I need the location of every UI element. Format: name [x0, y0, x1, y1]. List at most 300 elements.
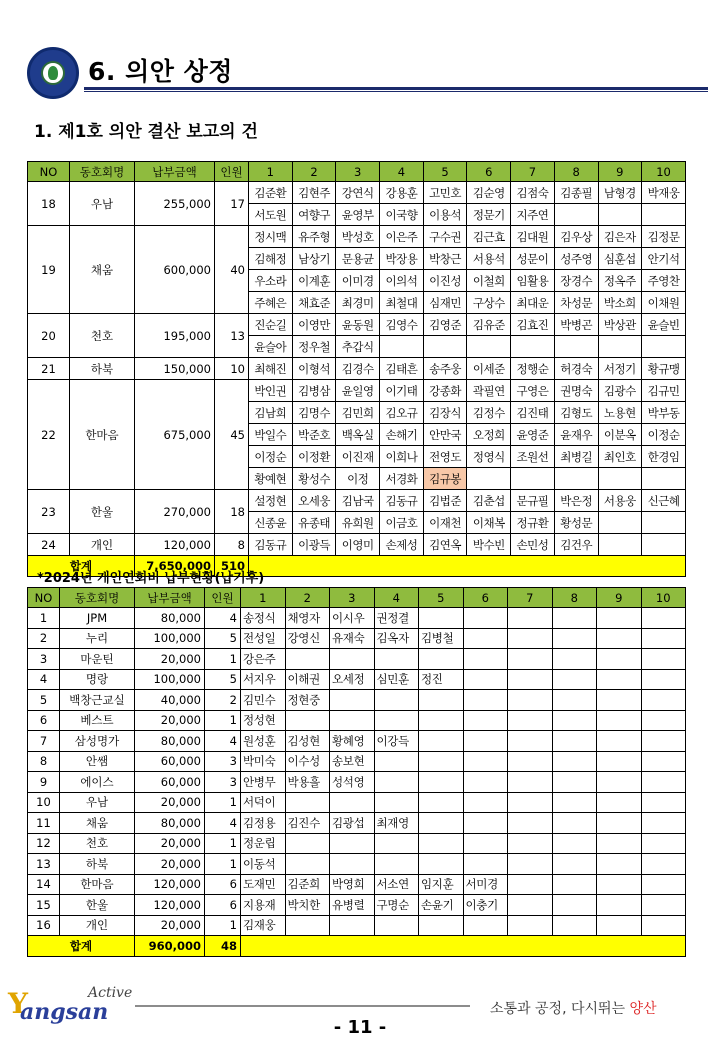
member-name — [285, 833, 330, 854]
member-name: 김준희 — [285, 874, 330, 895]
column-header: 5 — [419, 588, 464, 608]
member-name: 김준환 — [249, 182, 293, 204]
member-name — [641, 628, 686, 649]
member-name: 최대운 — [511, 292, 555, 314]
member-name: 유주형 — [292, 226, 336, 248]
member-name — [374, 649, 419, 670]
club-count: 1 — [205, 710, 241, 731]
member-name: 정규환 — [511, 512, 555, 534]
member-name — [552, 710, 597, 731]
member-name: 유재숙 — [330, 628, 375, 649]
member-name: 김동규 — [380, 490, 424, 512]
member-name: 신근혜 — [642, 490, 686, 512]
club-count: 18 — [215, 490, 249, 534]
column-header: 2 — [285, 588, 330, 608]
member-name: 채영자 — [285, 608, 330, 629]
club-no: 18 — [28, 182, 70, 226]
member-name — [330, 833, 375, 854]
total-row — [28, 936, 686, 957]
member-name: 윤영준 — [511, 424, 555, 446]
member-name — [552, 895, 597, 916]
member-name — [597, 772, 642, 793]
member-name — [330, 854, 375, 875]
member-name: 김민희 — [336, 402, 380, 424]
member-name: 김점숙 — [511, 182, 555, 204]
column-header: 1 — [241, 588, 286, 608]
member-name: 김오규 — [380, 402, 424, 424]
member-name — [598, 468, 642, 490]
member-name: 장경수 — [554, 270, 598, 292]
club-amount: 20,000 — [135, 649, 205, 670]
table-row — [28, 751, 686, 772]
member-name — [419, 772, 464, 793]
club-amount: 60,000 — [135, 772, 205, 793]
member-name: 김명수 — [292, 402, 336, 424]
member-name: 서도원 — [249, 204, 293, 226]
member-name: 윤일영 — [336, 380, 380, 402]
column-header: NO — [28, 588, 60, 608]
member-name: 황예현 — [249, 468, 293, 490]
member-name: 김유준 — [467, 314, 511, 336]
member-name: 이미경 — [336, 270, 380, 292]
member-name — [463, 690, 508, 711]
member-name: 강연식 — [336, 182, 380, 204]
club-no: 5 — [28, 690, 60, 711]
member-name: 이영만 — [292, 314, 336, 336]
club-no: 9 — [28, 772, 60, 793]
member-name: 오정희 — [467, 424, 511, 446]
table-row — [28, 649, 686, 670]
club-club: 하북 — [70, 358, 135, 380]
club-count: 8 — [215, 534, 249, 556]
club-no: 19 — [28, 226, 70, 314]
member-name — [597, 813, 642, 834]
club-count: 45 — [215, 380, 249, 490]
member-name — [508, 813, 553, 834]
member-name: 구영은 — [511, 380, 555, 402]
column-header: 인원 — [205, 588, 241, 608]
club-amount: 80,000 — [135, 731, 205, 752]
member-name — [419, 915, 464, 936]
member-name: 박소희 — [598, 292, 642, 314]
member-name: 박성호 — [336, 226, 380, 248]
table-row — [28, 813, 686, 834]
member-name: 서용석 — [467, 248, 511, 270]
member-name — [508, 895, 553, 916]
member-name: 서덕이 — [241, 792, 286, 813]
member-name — [463, 792, 508, 813]
club-count: 4 — [205, 731, 241, 752]
table-row — [28, 895, 686, 916]
club-club: 한울 — [60, 895, 135, 916]
member-name — [508, 751, 553, 772]
member-name — [374, 915, 419, 936]
table-row — [28, 628, 686, 649]
section-subtitle: 1. 제1호 의안 결산 보고의 건 — [34, 122, 258, 142]
member-name — [330, 710, 375, 731]
column-header: 6 — [463, 588, 508, 608]
member-name: 성주영 — [554, 248, 598, 270]
member-name: 정영식 — [467, 446, 511, 468]
member-name: 곽필연 — [467, 380, 511, 402]
club-club: 채움 — [60, 813, 135, 834]
column-header: 납부금액 — [135, 162, 215, 182]
table-row — [28, 490, 686, 512]
member-name: 한경임 — [642, 446, 686, 468]
club-amount: 195,000 — [135, 314, 215, 358]
member-name — [508, 710, 553, 731]
member-name — [597, 649, 642, 670]
column-header: 3 — [336, 162, 380, 182]
club-amount: 100,000 — [135, 669, 205, 690]
member-name: 송정식 — [241, 608, 286, 629]
member-name: 서지우 — [241, 669, 286, 690]
column-header: 9 — [598, 162, 642, 182]
title-rule-thin — [84, 91, 708, 92]
club-club: 안쌤 — [60, 751, 135, 772]
member-name: 박부동 — [642, 402, 686, 424]
member-name: 김법준 — [423, 490, 467, 512]
column-header: 동호회명 — [70, 162, 135, 182]
member-name — [508, 731, 553, 752]
club-count: 1 — [205, 649, 241, 670]
member-name — [285, 710, 330, 731]
member-name: 정행순 — [511, 358, 555, 380]
member-name — [419, 608, 464, 629]
club-count: 10 — [215, 358, 249, 380]
member-name: 지주연 — [511, 204, 555, 226]
member-name — [642, 534, 686, 556]
member-name: 김효진 — [511, 314, 555, 336]
member-name: 이의석 — [380, 270, 424, 292]
table-row — [28, 874, 686, 895]
member-name: 이용석 — [423, 204, 467, 226]
club-club: 채움 — [70, 226, 135, 314]
member-name — [374, 690, 419, 711]
member-name: 박병곤 — [554, 314, 598, 336]
member-name: 구상수 — [467, 292, 511, 314]
member-name: 구명순 — [374, 895, 419, 916]
member-name — [330, 792, 375, 813]
club-amount: 270,000 — [135, 490, 215, 534]
club-club: 개인 — [70, 534, 135, 556]
member-name — [463, 915, 508, 936]
member-name: 이진성 — [423, 270, 467, 292]
member-name: 신종윤 — [249, 512, 293, 534]
club-count: 17 — [215, 182, 249, 226]
member-name: 추갑식 — [336, 336, 380, 358]
member-name: 박장용 — [380, 248, 424, 270]
header-row — [28, 162, 686, 182]
member-name — [330, 915, 375, 936]
club-no: 11 — [28, 813, 60, 834]
member-name — [508, 792, 553, 813]
member-name: 김남국 — [336, 490, 380, 512]
member-name — [554, 468, 598, 490]
member-name: 박재웅 — [642, 182, 686, 204]
member-name: 김형도 — [554, 402, 598, 424]
logo-active-word: Active — [88, 985, 133, 1001]
member-name: 박일수 — [249, 424, 293, 446]
association-logo — [27, 47, 79, 99]
member-name — [597, 731, 642, 752]
page-title: 6. 의안 상정 — [88, 57, 233, 86]
member-name: 김춘섭 — [467, 490, 511, 512]
member-name: 정시맥 — [249, 226, 293, 248]
member-name: 김병철 — [419, 628, 464, 649]
slogan-accent: 양산 — [629, 1001, 657, 1017]
member-name: 남상기 — [292, 248, 336, 270]
club-count: 4 — [205, 608, 241, 629]
club-no: 12 — [28, 833, 60, 854]
table-row — [28, 226, 686, 248]
table-row — [28, 690, 686, 711]
member-name: 김현주 — [292, 182, 336, 204]
total-label: 합계 — [28, 556, 135, 577]
member-name: 최철대 — [380, 292, 424, 314]
member-name — [641, 710, 686, 731]
member-name: 김건우 — [554, 534, 598, 556]
member-name: 최병길 — [554, 446, 598, 468]
club-club: 우남 — [60, 792, 135, 813]
member-name — [419, 751, 464, 772]
member-name: 전영도 — [423, 446, 467, 468]
member-name: 김정용 — [241, 813, 286, 834]
member-name: 서경화 — [380, 468, 424, 490]
member-name: 지용재 — [241, 895, 286, 916]
club-club: 명랑 — [60, 669, 135, 690]
club-amount: 255,000 — [135, 182, 215, 226]
member-name: 임지훈 — [419, 874, 464, 895]
member-name: 도재민 — [241, 874, 286, 895]
member-name: 윤슬아 — [249, 336, 293, 358]
member-name: 박준호 — [292, 424, 336, 446]
club-amount: 20,000 — [135, 792, 205, 813]
club-club: 한울 — [70, 490, 135, 534]
member-name — [419, 710, 464, 731]
member-name: 심훈섭 — [598, 248, 642, 270]
club-club: 삼성명가 — [60, 731, 135, 752]
club-no: 16 — [28, 915, 60, 936]
member-name: 안만국 — [423, 424, 467, 446]
member-name — [641, 792, 686, 813]
member-name: 이재천 — [423, 512, 467, 534]
member-name — [552, 792, 597, 813]
column-header: 8 — [552, 588, 597, 608]
member-name — [463, 813, 508, 834]
member-name: 황혜영 — [330, 731, 375, 752]
column-header: 5 — [423, 162, 467, 182]
club-amount: 120,000 — [135, 895, 205, 916]
member-name: 노용현 — [598, 402, 642, 424]
member-name: 이동석 — [241, 854, 286, 875]
member-name: 김은자 — [598, 226, 642, 248]
member-name: 김우상 — [554, 226, 598, 248]
member-name — [374, 710, 419, 731]
member-name: 허경숙 — [554, 358, 598, 380]
member-name: 박영희 — [330, 874, 375, 895]
member-name: 손윤기 — [419, 895, 464, 916]
individual-fee-note: *2024년 개인연회비 납부현황(납기후) — [37, 571, 265, 586]
member-name: 김규봉 — [423, 468, 467, 490]
member-name: 유종태 — [292, 512, 336, 534]
member-name: 정운립 — [241, 833, 286, 854]
member-name — [641, 833, 686, 854]
member-name — [598, 512, 642, 534]
member-name — [463, 751, 508, 772]
table-row — [28, 380, 686, 402]
member-name: 이형석 — [292, 358, 336, 380]
club-no: 15 — [28, 895, 60, 916]
column-header: 인원 — [215, 162, 249, 182]
member-name — [641, 690, 686, 711]
member-name — [597, 710, 642, 731]
member-name — [598, 204, 642, 226]
member-name: 여향구 — [292, 204, 336, 226]
club-no: 24 — [28, 534, 70, 556]
member-name: 손제성 — [380, 534, 424, 556]
member-name: 정성현 — [241, 710, 286, 731]
club-count: 1 — [205, 915, 241, 936]
member-name: 서용웅 — [598, 490, 642, 512]
member-name — [552, 628, 597, 649]
member-name: 주혜은 — [249, 292, 293, 314]
club-count: 5 — [205, 669, 241, 690]
member-name — [641, 751, 686, 772]
club-amount: 20,000 — [135, 854, 205, 875]
member-name — [374, 772, 419, 793]
member-name — [463, 608, 508, 629]
club-no: 6 — [28, 710, 60, 731]
member-name — [511, 468, 555, 490]
member-name: 서정기 — [598, 358, 642, 380]
member-name: 정문기 — [467, 204, 511, 226]
member-name — [598, 534, 642, 556]
club-club: 베스트 — [60, 710, 135, 731]
member-name: 김영수 — [380, 314, 424, 336]
member-name: 이진재 — [336, 446, 380, 468]
member-name — [641, 874, 686, 895]
member-name: 김종필 — [554, 182, 598, 204]
member-name: 이정순 — [642, 424, 686, 446]
club-count: 1 — [205, 792, 241, 813]
club-count: 3 — [205, 772, 241, 793]
member-name — [508, 833, 553, 854]
member-name: 김광섭 — [330, 813, 375, 834]
member-name — [597, 833, 642, 854]
member-name — [508, 874, 553, 895]
column-header: 4 — [374, 588, 419, 608]
member-name: 원성훈 — [241, 731, 286, 752]
member-name: 유희원 — [336, 512, 380, 534]
footer-slogan — [490, 998, 657, 1018]
column-header: 4 — [380, 162, 424, 182]
club-club: 한마음 — [60, 874, 135, 895]
club-club: 우남 — [70, 182, 135, 226]
member-name: 채효준 — [292, 292, 336, 314]
member-name: 최재영 — [374, 813, 419, 834]
member-name — [419, 649, 464, 670]
member-name — [642, 204, 686, 226]
member-name: 박인권 — [249, 380, 293, 402]
member-name: 설정현 — [249, 490, 293, 512]
member-name: 박용흘 — [285, 772, 330, 793]
member-name — [285, 792, 330, 813]
club-no: 21 — [28, 358, 70, 380]
member-name — [597, 690, 642, 711]
member-name: 이국향 — [380, 204, 424, 226]
member-name — [552, 854, 597, 875]
member-name: 김장식 — [423, 402, 467, 424]
total-amount: 7,650,000 — [135, 556, 215, 577]
header-row — [28, 588, 686, 608]
member-name: 송보현 — [330, 751, 375, 772]
member-name: 김옥자 — [374, 628, 419, 649]
member-name — [641, 772, 686, 793]
member-name: 박치한 — [285, 895, 330, 916]
member-name: 문규필 — [511, 490, 555, 512]
club-no: 7 — [28, 731, 60, 752]
member-name — [419, 813, 464, 834]
settlement-table — [27, 161, 686, 577]
member-name: 김연옥 — [423, 534, 467, 556]
member-name — [598, 336, 642, 358]
member-name: 오세웅 — [292, 490, 336, 512]
club-amount: 60,000 — [135, 751, 205, 772]
page-number: - 11 - — [333, 1017, 387, 1038]
table-row — [28, 833, 686, 854]
member-name: 구수권 — [423, 226, 467, 248]
footer-rule — [135, 1005, 470, 1007]
member-name — [641, 669, 686, 690]
member-name: 서소연 — [374, 874, 419, 895]
logo-brand-word: angsan — [20, 999, 109, 1025]
member-name: 박미숙 — [241, 751, 286, 772]
club-no: 22 — [28, 380, 70, 490]
member-name: 이금호 — [380, 512, 424, 534]
club-count: 4 — [205, 813, 241, 834]
member-name: 이은주 — [380, 226, 424, 248]
member-name — [552, 833, 597, 854]
member-name — [642, 336, 686, 358]
club-amount: 20,000 — [135, 915, 205, 936]
member-name: 송주웅 — [423, 358, 467, 380]
member-name — [552, 731, 597, 752]
club-amount: 120,000 — [135, 874, 205, 895]
member-name — [597, 854, 642, 875]
club-no: 23 — [28, 490, 70, 534]
member-name — [467, 336, 511, 358]
club-club: 하북 — [60, 854, 135, 875]
column-header: 7 — [511, 162, 555, 182]
club-count: 3 — [205, 751, 241, 772]
member-name: 이채복 — [467, 512, 511, 534]
member-name — [463, 649, 508, 670]
member-name — [419, 792, 464, 813]
column-header: 10 — [641, 588, 686, 608]
column-header: 납부금액 — [135, 588, 205, 608]
club-club: 백창근교실 — [60, 690, 135, 711]
column-header: 9 — [597, 588, 642, 608]
club-count: 5 — [205, 628, 241, 649]
member-name: 이해권 — [285, 669, 330, 690]
table-row — [28, 182, 686, 204]
member-name — [554, 336, 598, 358]
member-name: 강영신 — [285, 628, 330, 649]
member-name: 윤슬빈 — [642, 314, 686, 336]
club-club: 천호 — [60, 833, 135, 854]
member-name — [419, 731, 464, 752]
